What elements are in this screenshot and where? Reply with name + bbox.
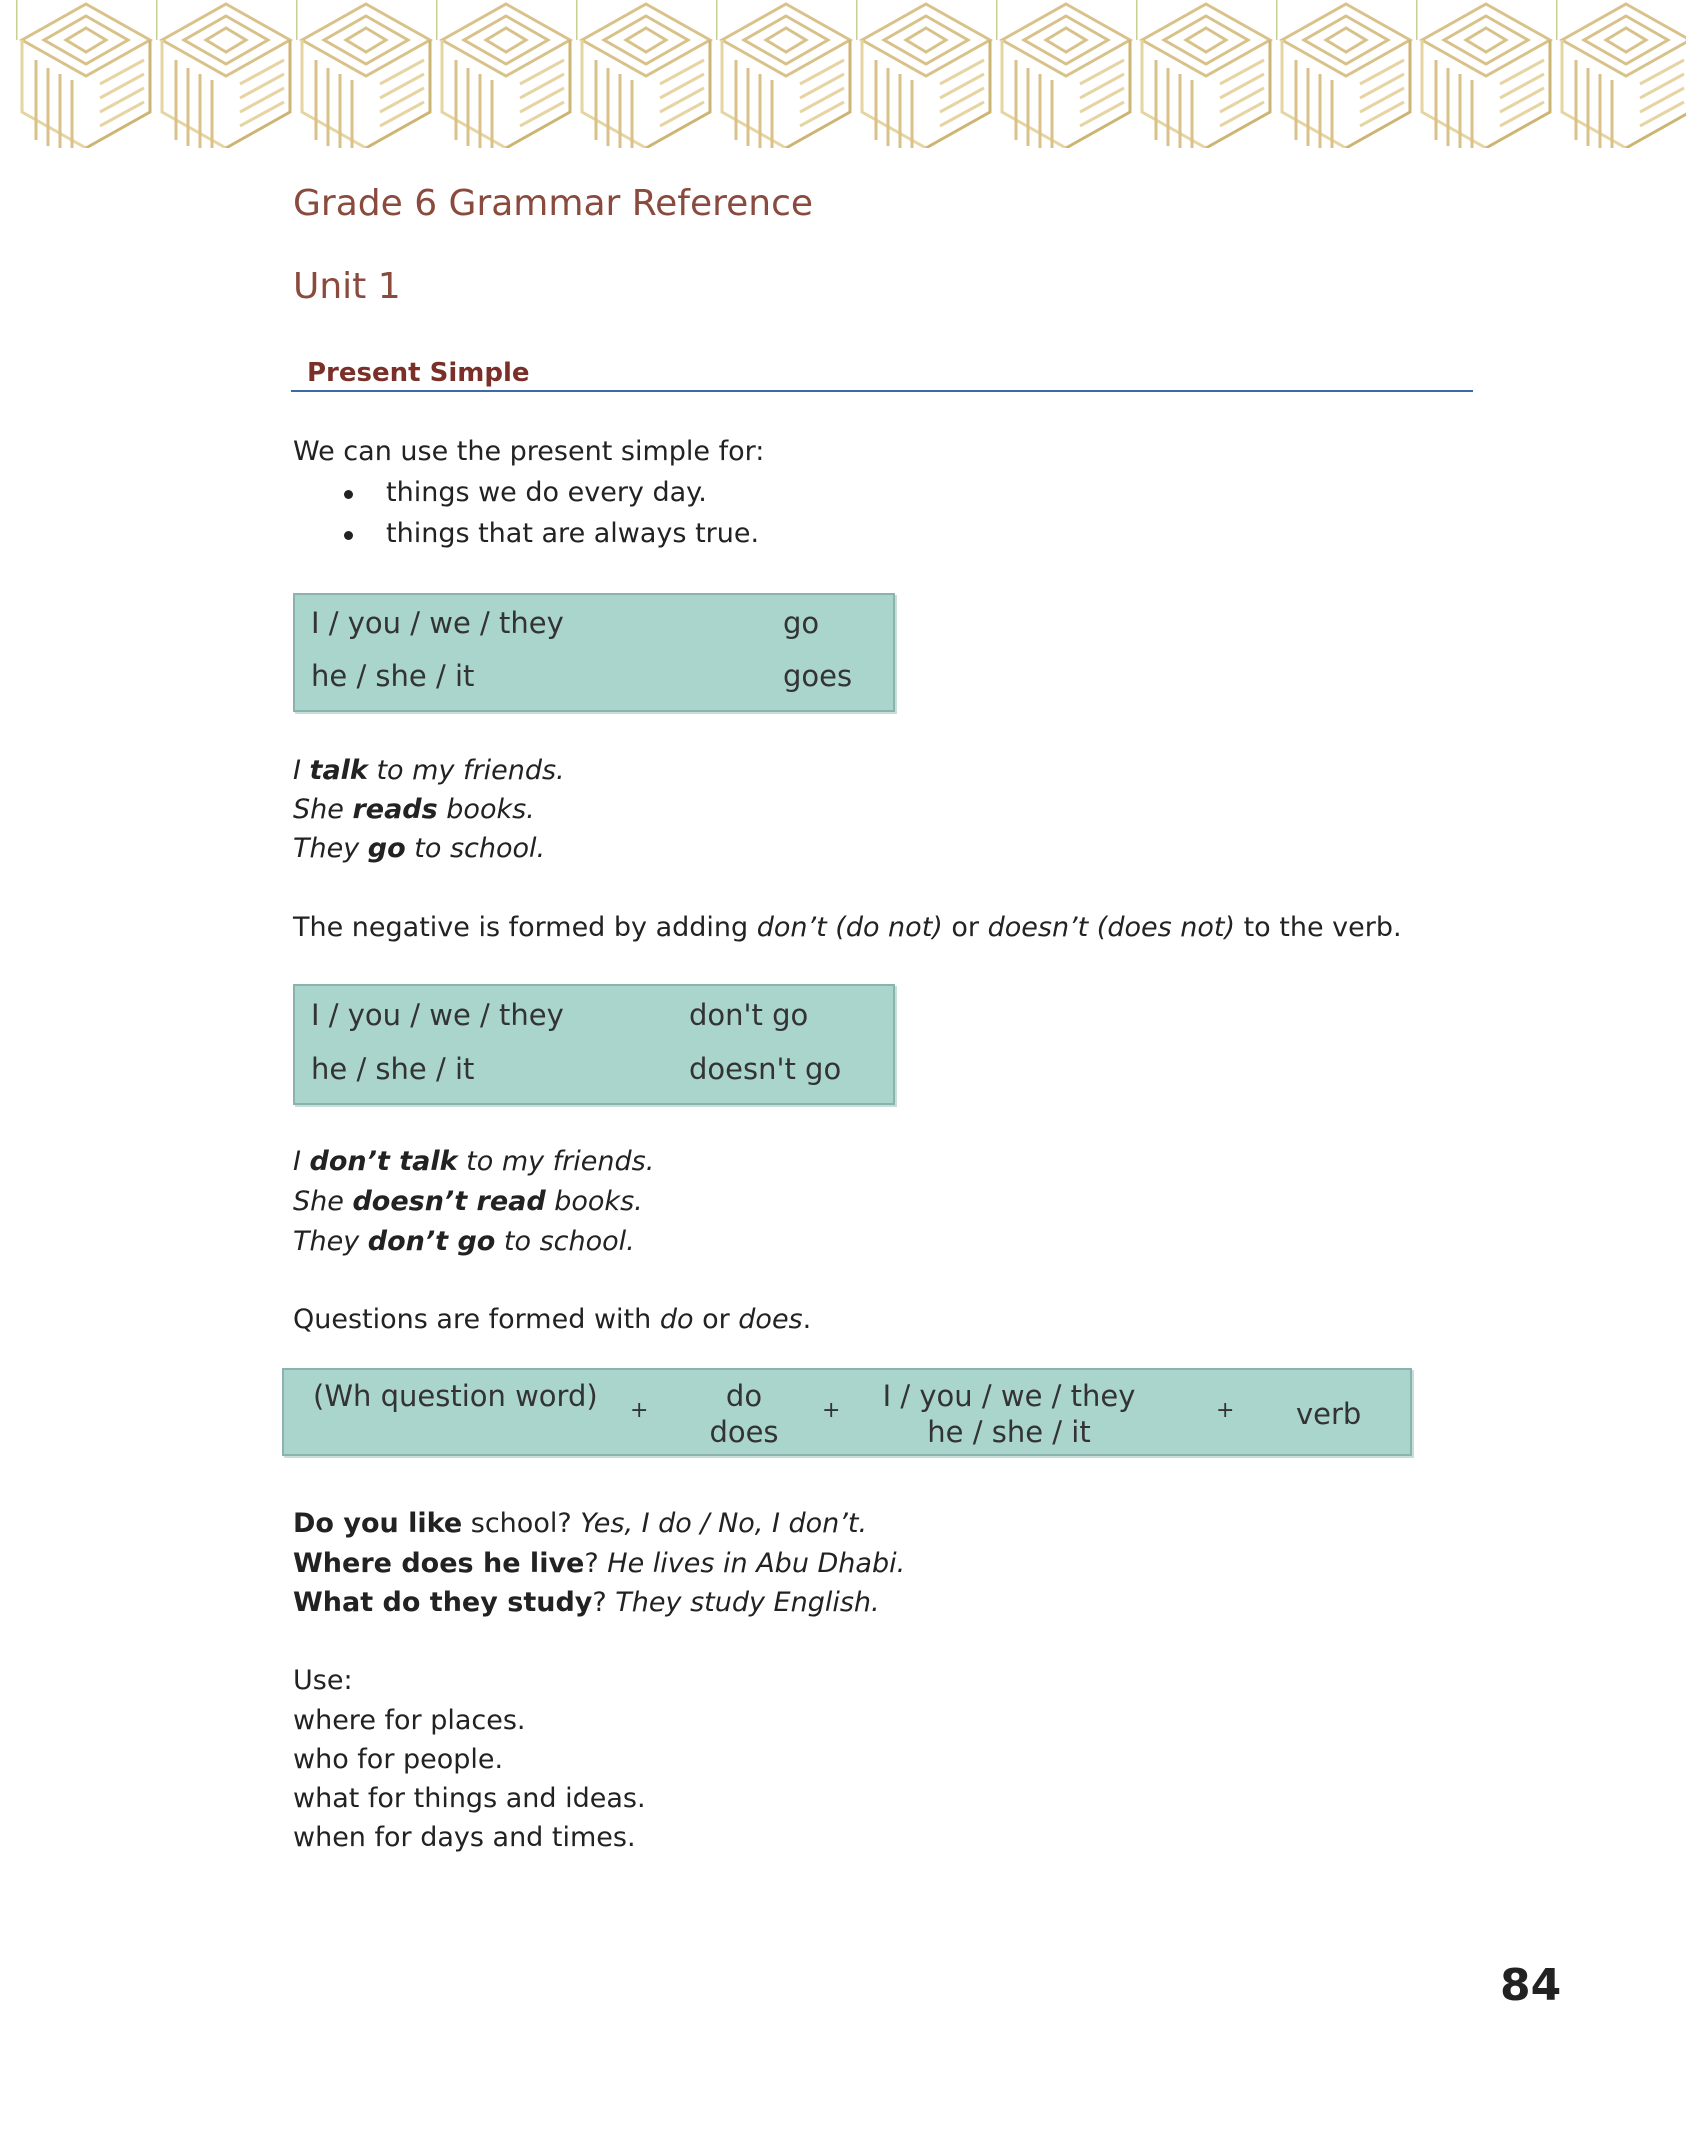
- question-form-box: [282, 1368, 1412, 1456]
- negative-note: The negative is formed by adding don’t (do not) or doesn’t (does not) to the verb.: [293, 912, 1402, 943]
- plus-sign: +: [630, 1398, 649, 1423]
- intro-text: We can use the present simple for:: [293, 436, 765, 467]
- plus-sign: +: [822, 1398, 841, 1423]
- example-sentence: They go to school.: [293, 833, 546, 864]
- subject-third: he / she / it: [927, 1415, 1091, 1449]
- wh-question-word: (Wh question word): [313, 1379, 598, 1413]
- bullet-item: things that are always true.: [386, 518, 760, 549]
- positive-subject-plural: I / you / we / they: [311, 606, 564, 640]
- negative-subject-third: he / she / it: [311, 1052, 475, 1086]
- verb-label: verb: [1296, 1397, 1362, 1431]
- positive-verb-s: goes: [783, 659, 853, 693]
- page-number: 84: [1500, 1960, 1562, 2011]
- plus-sign: +: [1216, 1398, 1235, 1423]
- use-item: when for days and times.: [293, 1822, 636, 1853]
- question-example: Where does he live? He lives in Abu Dhabi.: [293, 1548, 906, 1579]
- bullet-item: things we do every day.: [386, 477, 707, 508]
- example-sentence: I talk to my friends.: [293, 755, 565, 786]
- example-sentence: She reads books.: [293, 794, 535, 825]
- subject-plural: I / you / we / they: [882, 1379, 1136, 1413]
- positive-verb-base: go: [783, 606, 820, 640]
- question-example: Do you like school? Yes, I do / No, I don’t.: [293, 1508, 868, 1539]
- aux-does: does: [709, 1415, 779, 1449]
- negative-subject-plural: I / you / we / they: [311, 998, 564, 1032]
- negative-verb-dont: don't go: [689, 998, 809, 1032]
- use-item: what for things and ideas.: [293, 1783, 646, 1814]
- unit-title: Unit 1: [293, 266, 401, 307]
- bullet-dot: [344, 490, 353, 499]
- use-item: where for places.: [293, 1705, 526, 1736]
- use-heading: Use:: [293, 1665, 353, 1696]
- example-sentence: I don’t talk to my friends.: [293, 1146, 655, 1177]
- example-sentence: They don’t go to school.: [293, 1226, 635, 1257]
- use-item: who for people.: [293, 1744, 504, 1775]
- positive-subject-third: he / she / it: [311, 659, 475, 693]
- positive-form-box: [293, 593, 895, 712]
- negative-form-box: [293, 984, 895, 1105]
- section-title: Present Simple: [307, 358, 530, 388]
- question-example: What do they study? They study English.: [293, 1587, 880, 1618]
- bullet-dot: [344, 531, 353, 540]
- aux-do: do: [725, 1379, 763, 1413]
- negative-verb-doesnt: doesn't go: [689, 1052, 842, 1086]
- geometric-pattern-graphic: [16, 0, 1686, 148]
- question-note: Questions are formed with do or does.: [293, 1304, 812, 1335]
- document-title: Grade 6 Grammar Reference: [293, 183, 814, 224]
- decorative-banner: [16, 0, 1686, 148]
- section-rule: [291, 390, 1473, 392]
- example-sentence: She doesn’t read books.: [293, 1186, 643, 1217]
